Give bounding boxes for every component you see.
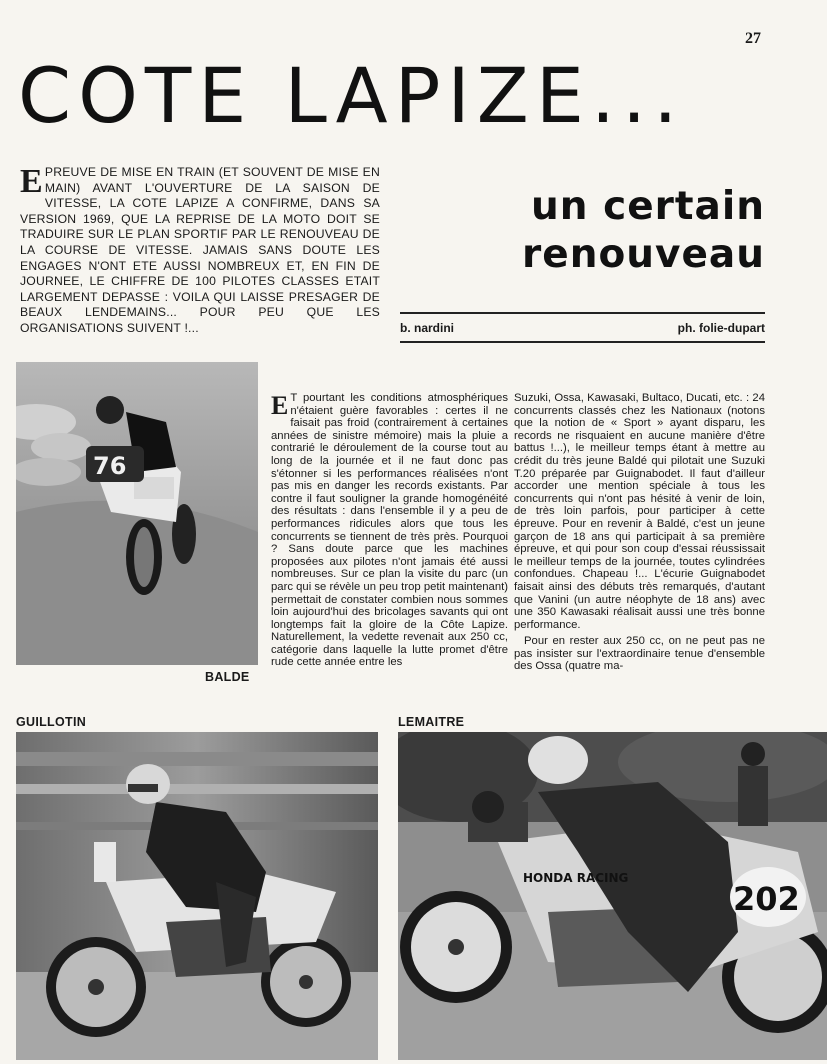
body-column-1: [271, 392, 508, 669]
page-number: 27: [745, 30, 761, 47]
lemaitre-race-number: 202: [733, 880, 800, 918]
photo-balde: [16, 362, 258, 665]
body-dropcap: E: [271, 391, 289, 420]
subtitle-line-2: renouveau: [522, 231, 765, 277]
photo-credit: ph. folie-dupart: [677, 321, 765, 335]
intro-text: PREUVE DE MISE EN TRAIN (ET SOUVENT DE MISE EN MAIN) AVANT L'OUVERTURE DE LA SAISON DE VITESSE, LA COTE LAPIZE A CONFIRME, DANS SA VERSION 1969, QUE LA REPRISE DE LA MOTO DOIT SE TRADUIRE SUR LE PLAN SPORTIF PAR LE RENOUVEAU DE LA COURSE DE VITESSE. JAMAIS SANS DOUTE LES ENGAGES N'ONT ETE AUSSI NOMBREUX ET, EN FIN DE JOURNEE, LE CHIFFRE DE 100 PILOTES CLASSES ETAIT LARGEMENT DEPASSE : VOILA QUI LAISSE PRESAGER DE BEAUX LENDEMAINS... POUR PEU QUE LES ORGANISATIONS SUIVENT !...: [20, 165, 380, 335]
photo-lemaitre: [398, 732, 827, 1060]
intro-dropcap: E: [20, 163, 43, 200]
article-subtitle: [400, 183, 765, 278]
photo-lemaitre-image: [398, 732, 827, 1060]
intro-paragraph: [20, 165, 380, 337]
balde-race-number: 76: [93, 452, 127, 480]
author-byline: b. nardini: [400, 321, 454, 335]
byline-rule-bottom: [400, 341, 765, 343]
body-column-1-text: T pourtant les conditions atmosphériques n'étaient guère favorables : certes il ne faisait pas froid (contrairement à certaines années de sinistre mémoire) mais la pluie a contrarié le déroulement de la course tout au long de la journée et il ne faut donc pas s'étonner si les performances réalisées n'ont pas mis en danger les records existants. Par contre il faut souligner la grande homogénéité des résultats : dans l'ensemble il y a peu de performances ridicules alors que tous les concurrents se tiennent de très près. Pourquoi ? Sans doute parce que les machines proposées aux pilotes n'ont jamais été aussi nombreuses. Sur ce plan la visite du parc (un parc qui se révèle un peu trop petit maintenant) permettait de constater combien nous sommes loin aujourd'hui des bricolages savants qui ont longtemps fait la gloire de la Côte Lapize. Naturellement, la vedette revenait aux 250 cc, catégorie dans laquelle la lutte promet d'être rude cette année entre les: [271, 392, 508, 669]
photo-balde-image: [16, 362, 258, 665]
photo-guillotin: [16, 732, 378, 1060]
body-column-2: [514, 392, 765, 677]
subtitle-line-1: un certain: [530, 184, 765, 229]
caption-lemaitre: LEMAITRE: [398, 715, 465, 729]
lemaitre-tank-text: HONDA RACING: [523, 871, 629, 885]
caption-balde: BALDE: [205, 670, 250, 684]
photo-guillotin-image: [16, 732, 378, 1060]
caption-guillotin: GUILLOTIN: [16, 715, 87, 729]
body-column-2-paragraph-1: Suzuki, Ossa, Kawasaki, Bultaco, Ducati, etc. : 24 concurrents classés chez les Nationaux (notons que la notion de « Sport » ayant disparu, les records ne risquaient en aucune manière d'être battus !...), le meilleur temps étant à mettre au crédit du très jeune Baldé qui pilotait une Suzuki T.20 préparée par Guignabodet. Il faut d'ailleur accorder une mention spéciale à tous les concurrents qui n'ont pas hésité à venir de loin, de très loin parfois, pour participer à cette épreuve. Pour en revenir à Baldé, c'est un jeune garçon de 18 ans qui participait à sa première épreuve, et qui pour son coup d'essai réussissait le meilleur temps de la journée, toutes cylindrées confondues. Chapeau !... L'écurie Guignabodet faisait ainsi des débuts très remarqués, d'autant que Vanini (un autre néophyte de 18 ans) avec une 350 Kawasaki réalisait aussi une très bonne performance.: [514, 392, 765, 631]
article-title: COTE LAPIZE...: [18, 51, 685, 140]
body-column-2-paragraph-2: Pour en rester aux 250 cc, on ne peut pas ne pas insister sur l'extraordinaire tenue d'ensemble des Ossa (quatre ma-: [514, 635, 765, 673]
byline-rule-top: [400, 312, 765, 314]
